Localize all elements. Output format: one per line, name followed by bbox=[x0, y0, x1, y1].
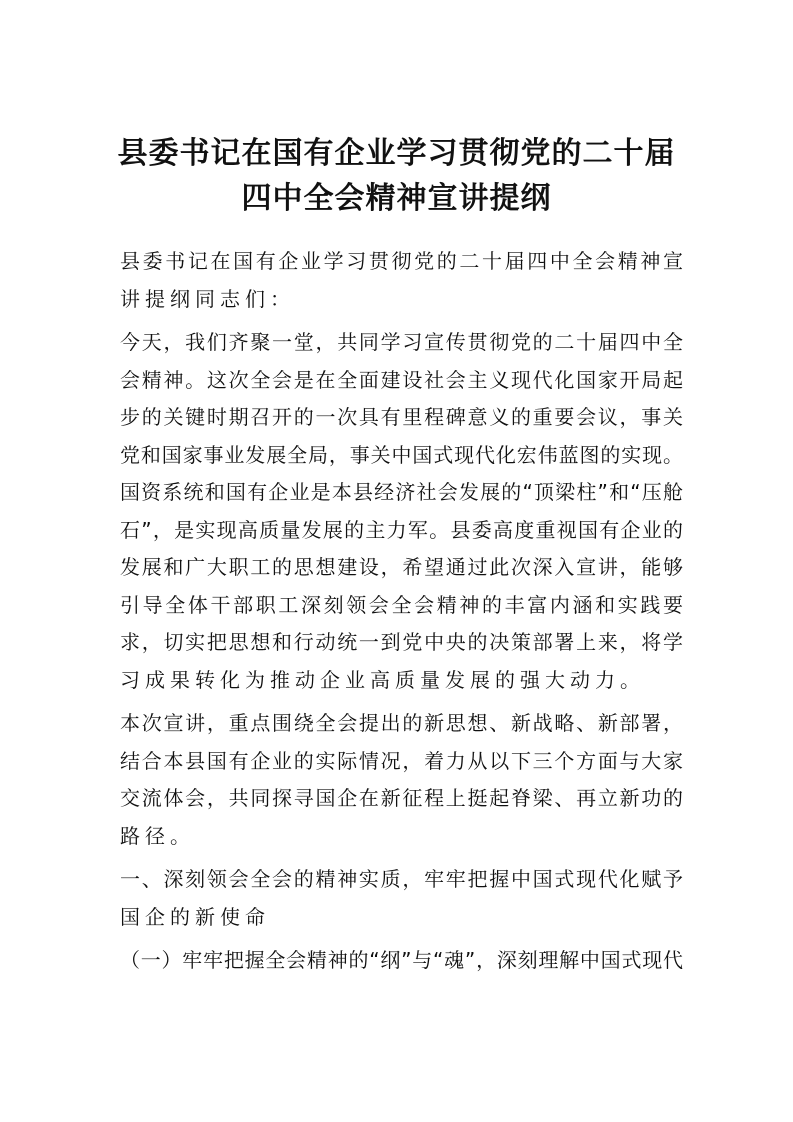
text-line: 求，切实把思想和行动统一到党中央的决策部署上来，将学 bbox=[120, 630, 683, 654]
text-line: （一）牢牢把握全会精神的“纲”与“魂”，深刻理解中国式现代 bbox=[120, 948, 683, 972]
text-line: 会精神。这次全会是在全面建设社会主义现代化国家开局起 bbox=[120, 367, 683, 392]
paragraph bbox=[120, 324, 683, 699]
text-line: 国资系统和国有企业是本县经济社会发展的“顶梁柱”和“压舱 bbox=[120, 480, 683, 504]
text-line: 路径。 bbox=[120, 823, 195, 848]
text-line: 引导全体干部职工深刻领会全会精神的丰富内涵和实践要 bbox=[120, 592, 683, 617]
text-line: 发展和广大职工的思想建设，希望通过此次深入宣讲，能够 bbox=[120, 555, 683, 579]
text-line: 今天，我们齐聚一堂，共同学习宣传贯彻党的二十届四中全 bbox=[120, 330, 683, 354]
document-title-line-1: 县委书记在国有企业学习贯彻党的二十届 bbox=[117, 136, 676, 171]
text-line: 一、深刻领会全会的精神实质，牢牢把握中国式现代化赋予 bbox=[120, 867, 683, 891]
paragraph bbox=[120, 861, 683, 936]
text-line: 习成果转化为推动企业高质量发展的强大动力。 bbox=[120, 667, 645, 692]
text-line: 本次宣讲，重点围绕全会提出的新思想、新战略、新部署， bbox=[120, 711, 683, 735]
text-line: 交流体会，共同探寻国企在新征程上挺起脊梁、再立新功的 bbox=[120, 786, 683, 810]
text-line: 石”，是实现高质量发展的主力军。县委高度重视国有企业的 bbox=[120, 517, 683, 542]
text-line: 步的关键时期召开的一次具有里程碑意义的重要会议，事关 bbox=[120, 405, 683, 429]
text-line: 国企的新使命 bbox=[120, 904, 270, 929]
paragraph bbox=[120, 942, 683, 980]
text-line: 结合本县国有企业的实际情况，着力从以下三个方面与大家 bbox=[120, 748, 683, 773]
document-title-line-2: 四中全会精神宣讲提纲 bbox=[241, 181, 552, 216]
paragraph bbox=[120, 243, 683, 318]
text-line: 县委书记在国有企业学习贯彻党的二十届四中全会精神宣 bbox=[120, 249, 683, 273]
text-line: 讲提纲同志们： bbox=[120, 286, 295, 311]
text-line: 党和国家事业发展全局，事关中国式现代化宏伟蓝图的实现。 bbox=[120, 442, 683, 467]
document-body bbox=[120, 243, 683, 986]
paragraph bbox=[120, 705, 683, 855]
